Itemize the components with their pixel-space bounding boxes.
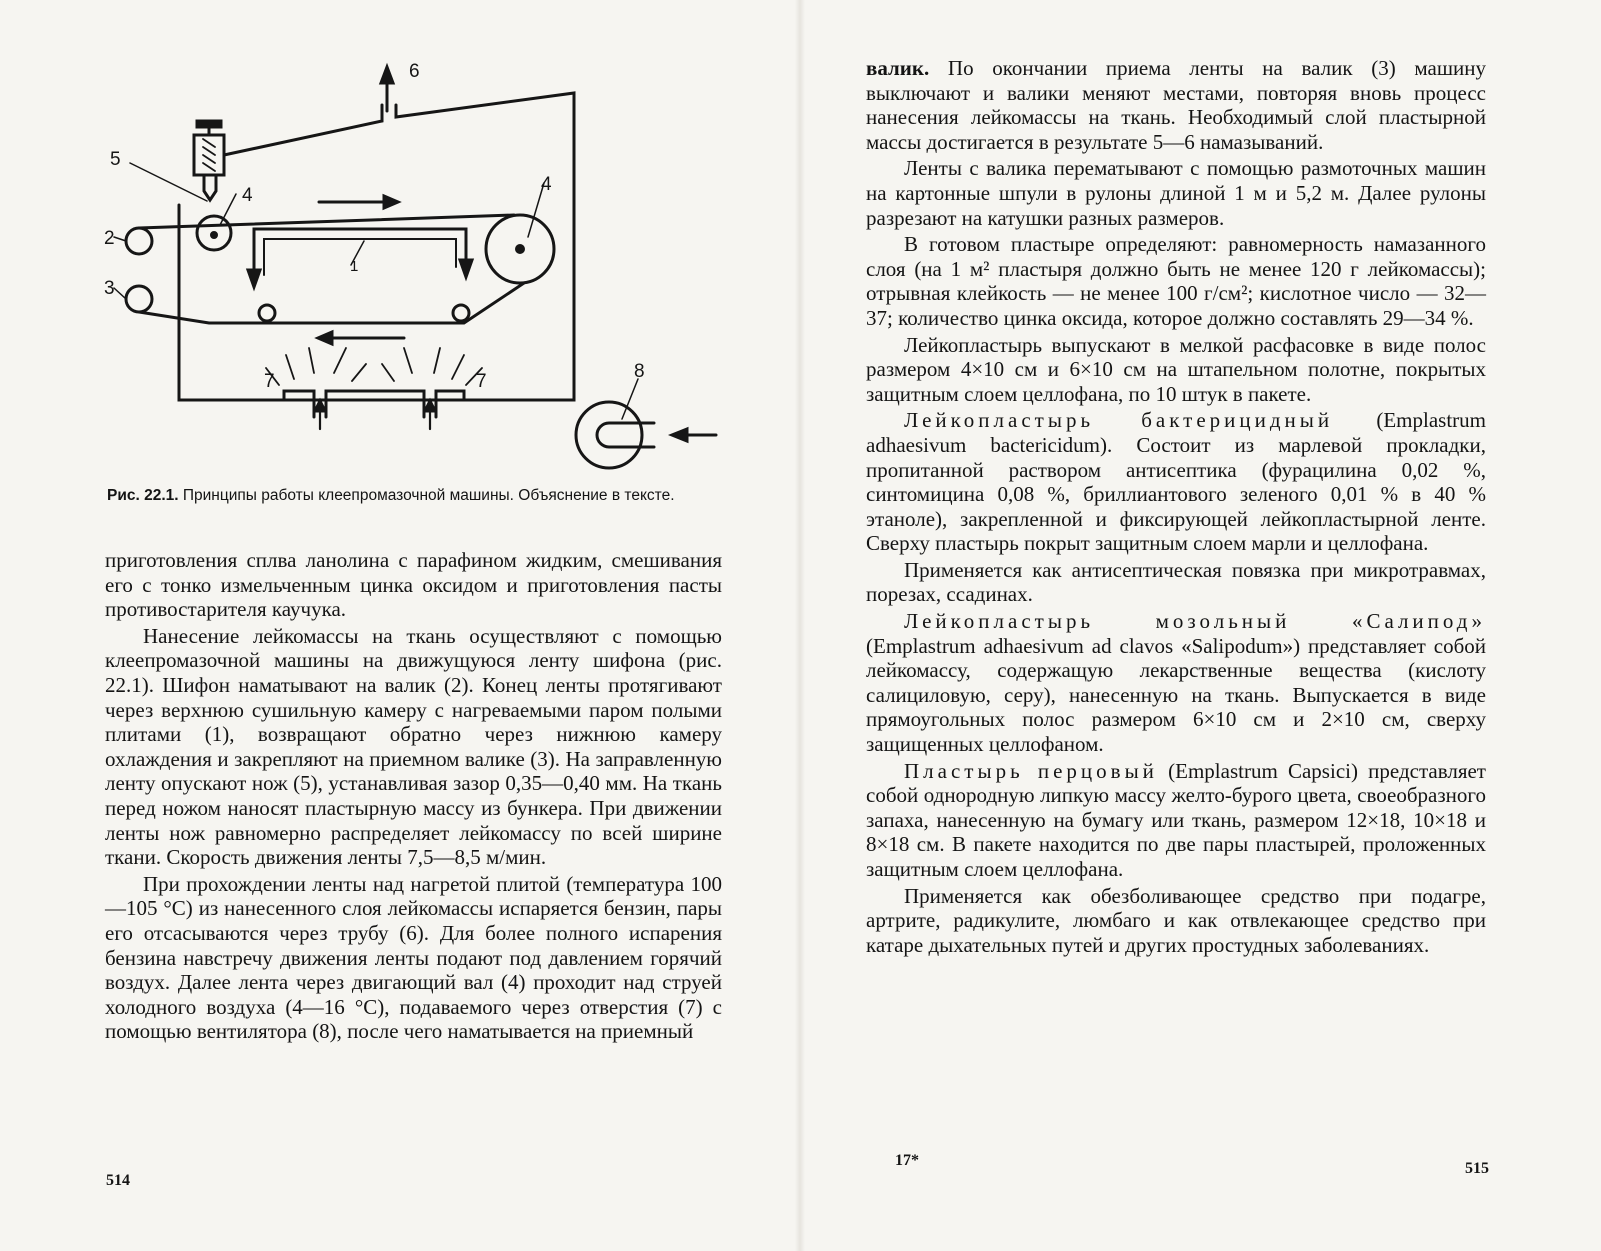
label-8: 8 [634, 361, 645, 382]
idler-roller-left [259, 305, 275, 321]
left-text-column [105, 548, 722, 1044]
paragraph: Применяется как антисептическая повязка при микротравмах, порезах, ссадинах. [866, 557, 1486, 607]
right-text-column [866, 56, 1486, 957]
roller-2 [126, 228, 152, 254]
knife-assembly [194, 121, 224, 200]
paragraph: Лейкопластырь бактерицидный (Emplastrum adhaesivum bactericidum). Состоит из марлевой прокладки, пропитанной раствором антисептика (фурацилина 0,02 %, синтомицина 0,08 %, бриллиантового зеленого 0,01 % в 40 % этаноле), закрепленной и фиксирующей лейкопластырной ленте. Сверху пластырь покрыт защитным слоем марли и целлофана. [866, 408, 1486, 556]
housing-top-left [224, 105, 382, 155]
paragraph: приготовления сплва ланолина с парафином жидким, смешивания его с тонко измельченным цинка оксидом и приготовления пасты противостарителя каучука. [105, 548, 722, 622]
paragraph: В готовом пластыре определяют: равномерность намазанного слоя (на 1 м² пластыря должно быть не менее 120 г лейкомассы); отрывная клейкость — не менее 100 г/см²; кислотное число — 32—37; количество цинка оксида, которое должно составлять 29—34 %. [866, 232, 1486, 330]
label-3: 3 [104, 278, 115, 299]
paragraph: Лейкопластырь выпускают в мелкой расфасовке в виде полос размером 4×10 см и 6×10 см на штапельном полотне, покрытых защитным слоем целлофана, по 10 штук в пакете. [866, 332, 1486, 406]
label-7-right: 7 [476, 371, 487, 392]
label-4-right: 4 [541, 174, 552, 195]
paragraph: валик. По окончании приема ленты на валик (3) машину выключают и валики меняют местами, повторяя вновь процесс нанесения лейкомассы на ткань. Необходимый слой пластырной массы достигается в результате 5—6 намазываний. [866, 56, 1486, 154]
spaced-term: Лейкопластырь бактерицидный [904, 408, 1334, 433]
label-4-left: 4 [242, 185, 253, 206]
bold-run: валик. [866, 56, 930, 80]
air-jets [266, 348, 482, 385]
paragraph: Пластырь перцовый (Emplastrum Capsici) представляет собой однородную липкую массу желто-бурого цвета, своеобразного запаха, нанесенную на бумагу или ткань, размером 12×18, 10×18 и 8×18 см. В пакете находится по две пары пластырей, проложенных защитным слоем целлофана. [866, 758, 1486, 881]
fan-8 [576, 402, 642, 468]
label-5: 5 [110, 149, 121, 170]
paragraph: Лейкопластырь мозольный «Салипод» (Emplastrum adhaesivum ad clavos «Salipodum») представляет собой лейкомассу, содержащую лекарственные вещества (кислоту салициловую, серу), нанесенную на ткань. Выпускается в виде прямоугольных полос размером 6×10 см и 2×10 см, сверху защищенных целлофаном. [866, 609, 1486, 757]
paragraph: Ленты с валика перематывают с помощью размоточных машин на картонные шпули в рулоны длиной 1 м и 5,2 м. Далее рулоны разрезают на катушки разных размеров. [866, 156, 1486, 230]
page-number-right: 515 [1465, 1160, 1489, 1177]
spaced-term: Лейкопластырь мозольный «Салипод» [904, 609, 1486, 634]
label-6: 6 [409, 61, 420, 82]
page-number-left: 514 [106, 1172, 130, 1189]
caption-lead: Рис. 22.1. [107, 487, 179, 504]
figure-caption [107, 486, 722, 505]
label-2: 2 [104, 228, 115, 249]
fabric-tape-upper [139, 215, 514, 228]
paragraph: Применяется как обезболивающее средство при подагре, артрите, радикулите, люмбаго и как отвлекающее средство при катаре дыхательных путей и других простудных заболеваниях. [866, 883, 1486, 957]
label-1: 1 [350, 258, 359, 275]
idler-roller-right [453, 305, 469, 321]
label-7-left: 7 [264, 371, 275, 392]
signature-mark: 17* [895, 1152, 919, 1169]
paragraph: Нанесение лейкомассы на ткань осуществляют с помощью клеепромазочной машины на движущуюся ленту шифона (рис. 22.1). Шифон наматывают на валик (2). Конец ленты протягивают через верхнюю сушильную камеру с нагреваемыми паром полыми плитами (1), возвращают обратно через нижнюю камеру охлаждения и закрепляют на приемном валике (3). На заправленную ленту опускают нож (5), устанавливая зазор 0,35—0,40 мм. На ткань перед ножом наносят пластырную массу из бункера. При движении ленты нож равномерно распределяет лейкомассу по всей ширине ткани. Скорость движения ленты 7,5—8,5 м/мин. [105, 623, 722, 870]
housing-outline [179, 93, 574, 400]
spaced-term: Пластырь перцовый [904, 758, 1158, 783]
heating-plate [254, 229, 466, 285]
fan-outlet [597, 423, 654, 447]
machine-diagram [104, 55, 744, 490]
left-page [0, 0, 800, 1251]
air-nozzle-left [284, 391, 464, 417]
paragraph: При прохождении ленты над нагретой плитой (температура 100—105 °С) из нанесенного слоя лейкомассы испаряется бензин, пары его отсасываются через трубу (6). Для более полного испарения бензина навстречу движения ленты подают под давлением горячий воздух. Далее лента через двигающий вал (4) проходит над струей холодного воздуха (4—16 °С), подаваемого через отверстия (7) с помощью вентилятора (8), после чего наматывается на приемный [105, 871, 722, 1044]
caption-text: Принципы работы клеепромазочной машины. Объяснение в тексте. [182, 487, 675, 504]
roller-3 [126, 286, 152, 312]
